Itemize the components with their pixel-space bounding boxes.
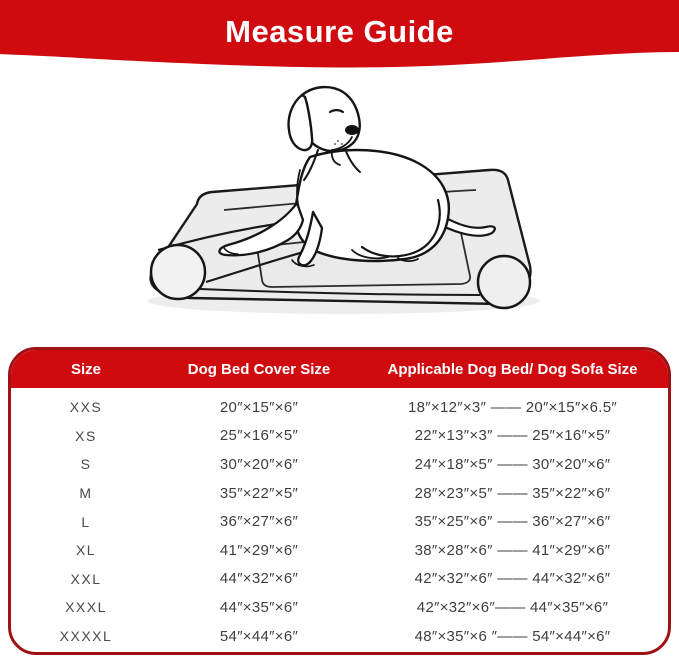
size-label: M — [79, 485, 93, 502]
dog-on-bolster-bed-icon — [130, 78, 550, 330]
applicable-size-value: 38″×28″×6″ —— 41″×29″×6″ — [414, 541, 611, 559]
cover-size-value: 44″×32″×6″ — [219, 570, 299, 588]
applicable-size-value: 42″×32″×6″—— 44″×35″×6″ — [416, 598, 609, 616]
dog-bed-illustration — [130, 78, 550, 330]
size-table-body — [11, 388, 668, 650]
size-label: XXXXL — [59, 628, 113, 645]
applicable-size-value: 24″×18″×5″ —— 30″×20″×6″ — [414, 455, 611, 473]
size-label: XXS — [69, 399, 103, 416]
column-header-cover-size: Dog Bed Cover Size — [187, 360, 331, 378]
size-label: L — [81, 513, 91, 530]
applicable-size-value: 18″×12″×3″ —— 20″×15″×6.5″ — [408, 398, 617, 416]
applicable-size-value: 28″×23″×5″ —— 35″×22″×6″ — [414, 484, 611, 502]
cover-size-value: 25″×16″×5″ — [219, 427, 299, 445]
size-table — [8, 347, 671, 655]
applicable-size-value: 48″×35″×6 ″—— 54″×44″×6″ — [414, 627, 611, 645]
header-banner — [0, 0, 679, 72]
cover-size-value: 35″×22″×5″ — [219, 484, 299, 502]
table-row — [11, 450, 668, 479]
cover-size-value: 44″×35″×6″ — [219, 598, 299, 616]
cover-size-value: 36″×27″×6″ — [219, 513, 299, 531]
applicable-size-value: 42″×32″×6″ —— 44″×32″×6″ — [414, 570, 611, 588]
table-row — [11, 622, 668, 651]
cover-size-value: 41″×29″×6″ — [219, 541, 299, 559]
table-row — [11, 422, 668, 451]
column-header-applicable-size: Applicable Dog Bed/ Dog Sofa Size — [387, 360, 638, 378]
table-row — [11, 565, 668, 594]
applicable-size-value: 22″×13″×3″ —— 25″×16″×5″ — [414, 427, 611, 445]
table-row — [11, 536, 668, 565]
size-label: XXXL — [65, 599, 107, 616]
column-header-size: Size — [70, 360, 101, 378]
size-label: XXL — [70, 570, 102, 587]
size-table-header — [11, 350, 668, 388]
table-row — [11, 507, 668, 536]
cover-size-value: 20″×15″×6″ — [219, 398, 299, 416]
table-row — [11, 479, 668, 508]
table-row — [11, 593, 668, 622]
size-label: XS — [75, 427, 97, 444]
cover-size-value: 54″×44″×6″ — [219, 627, 299, 645]
cover-size-value: 30″×20″×6″ — [219, 455, 299, 473]
applicable-size-value: 35″×25″×6″ —— 36″×27″×6″ — [414, 513, 611, 531]
size-label: S — [80, 456, 92, 473]
size-label: XL — [75, 542, 97, 559]
page-title: Measure Guide — [225, 14, 454, 49]
table-row — [11, 393, 668, 422]
